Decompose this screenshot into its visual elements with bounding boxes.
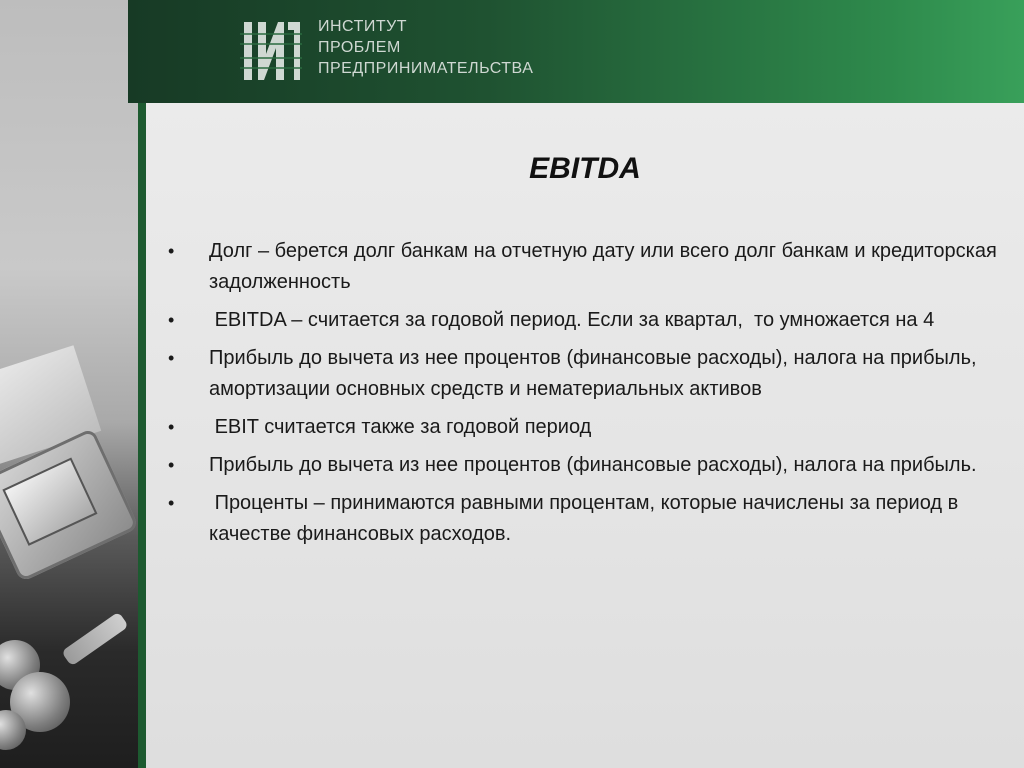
ipp-logo-icon — [240, 14, 302, 88]
pda-screen — [2, 458, 97, 546]
bullet-list — [168, 236, 998, 557]
accent-divider — [138, 103, 146, 768]
bullet-dot: • — [168, 348, 175, 368]
bullet-text: EBIT считается также за годовой период — [209, 416, 592, 438]
bullet-item — [168, 305, 998, 336]
logo-wordmark — [318, 16, 533, 79]
bullet-text: Прибыль до вычета из нее процентов (финансовые расходы), налога на прибыль, амортизации основных средств и нематериальных активов — [209, 347, 977, 400]
left-decorative-photo — [0, 0, 138, 768]
bullet-item — [168, 450, 998, 481]
logo-line: ИНСТИТУТ — [318, 18, 408, 35]
bullet-text: Проценты – принимаются равными процентам, которые начислены за период в качестве финансовых расходов. — [209, 492, 964, 545]
bullet-dot: • — [168, 455, 175, 475]
bullet-dot: • — [168, 310, 175, 330]
bullet-item — [168, 412, 998, 443]
bullet-item — [168, 236, 998, 298]
bullet-dot: • — [168, 417, 175, 437]
key-image — [61, 612, 129, 667]
bullet-text: EBITDA – считается за годовой период. Если за квартал, то умножается на 4 — [209, 309, 935, 331]
bullet-text: Прибыль до вычета из нее процентов (финансовые расходы), налога на прибыль. — [209, 454, 977, 476]
bullet-item — [168, 488, 998, 550]
slide-title: EBITDA — [529, 152, 641, 185]
bullet-item — [168, 343, 998, 405]
logo-line: ПРОБЛЕМ — [318, 39, 401, 56]
logo-line: ПРЕДПРИНИМАТЕЛЬСТВА — [318, 60, 534, 77]
bullet-dot: • — [168, 241, 175, 261]
bullet-text: Долг – берется долг банкам на отчетную дату или всего долг банкам и кредиторская задолженность — [209, 240, 997, 293]
bullet-dot: • — [168, 493, 175, 513]
